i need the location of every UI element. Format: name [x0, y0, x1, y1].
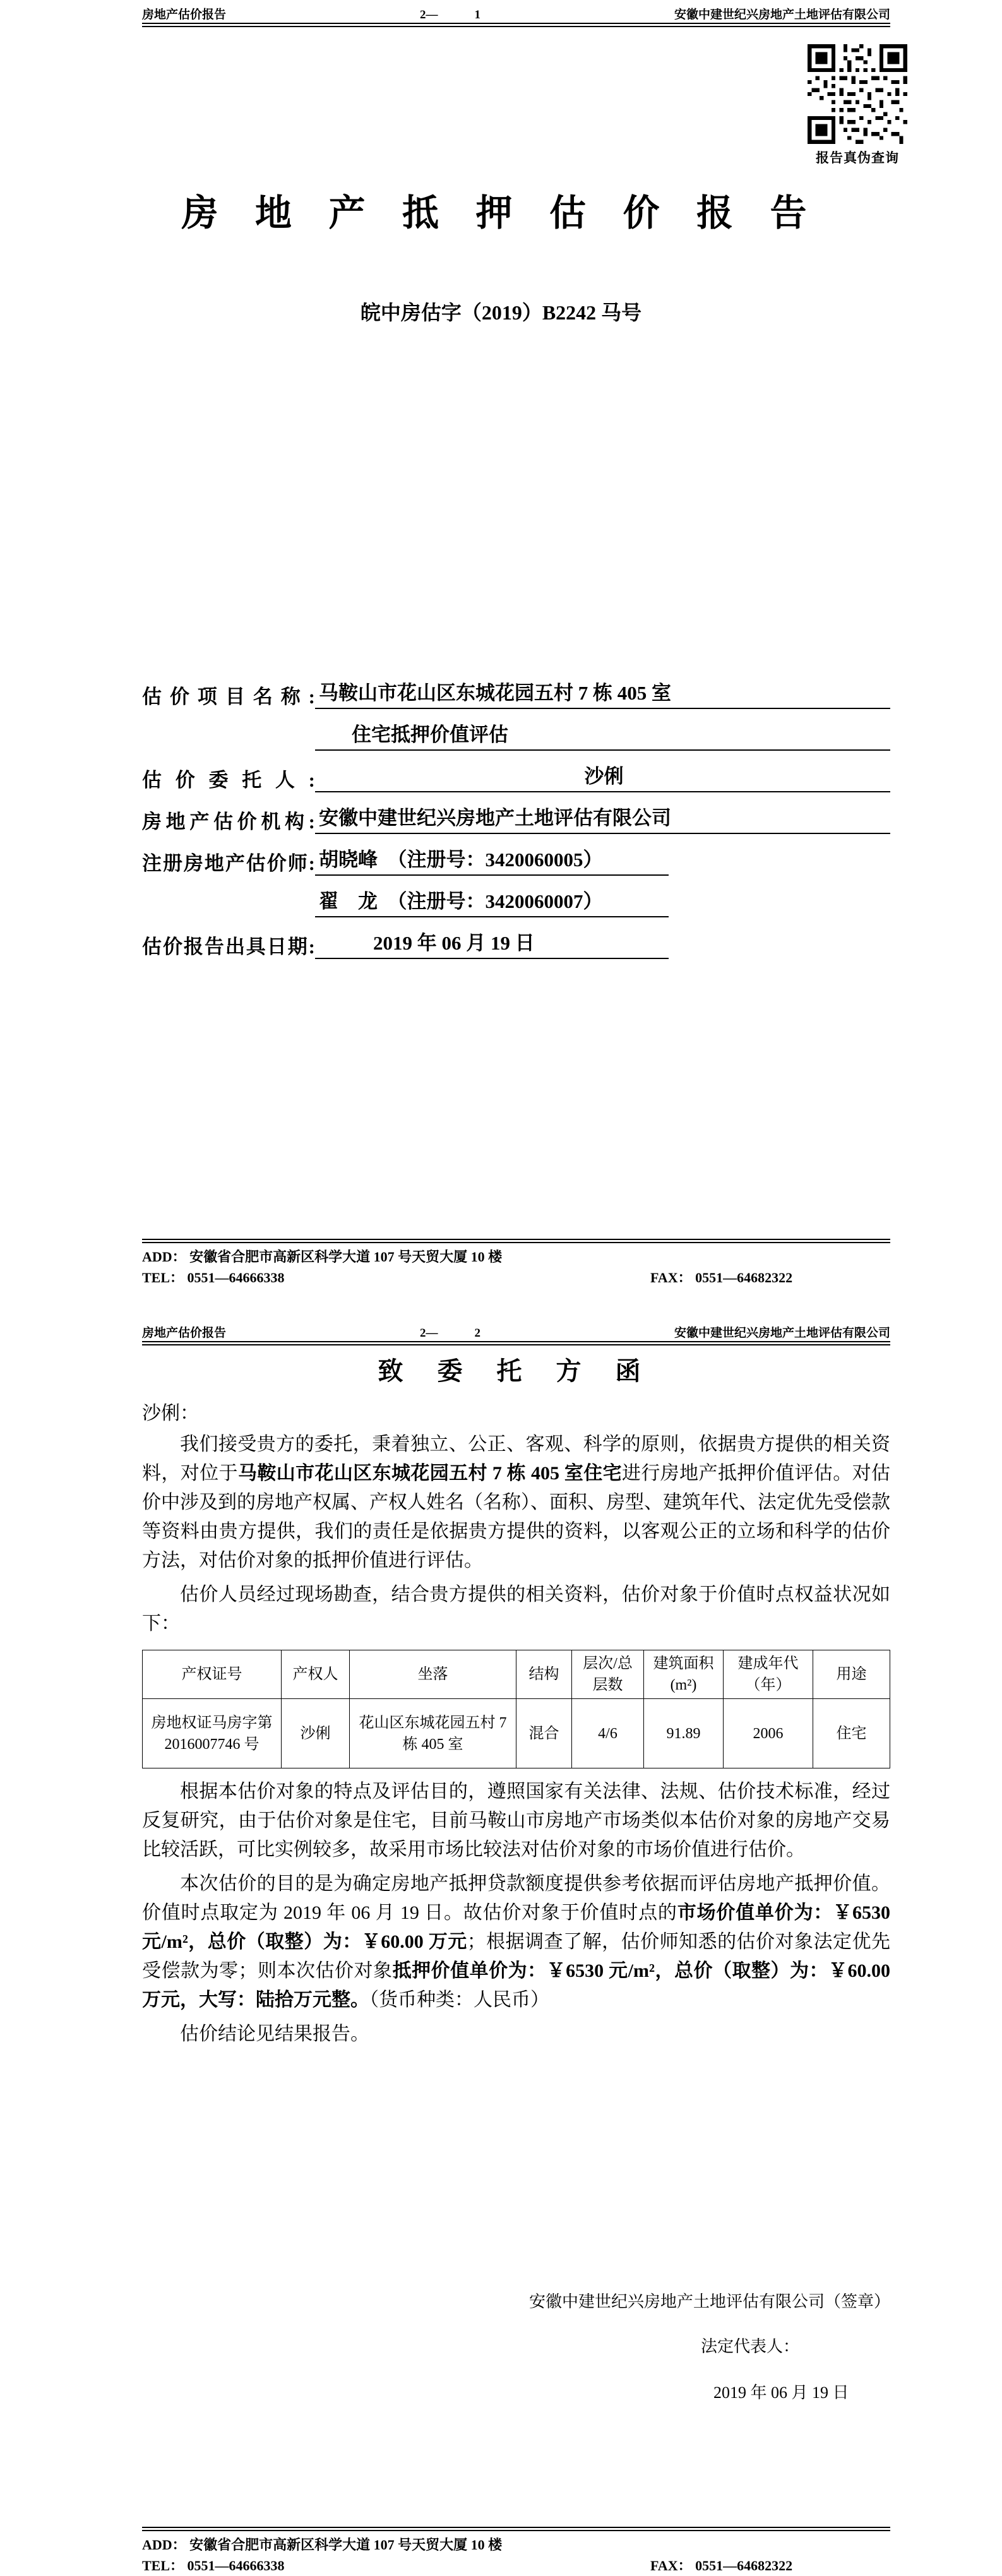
col-owner: 产权人 — [282, 1650, 350, 1699]
header-page-indicator — [420, 1327, 480, 1340]
col-cert-number: 产权证号 — [143, 1650, 282, 1699]
signature-legal-rep: 法定代表人： — [700, 2337, 799, 2356]
footer-address: ADD： 安徽省合肥市高新区科学大道 107 号天贸大厦 10 楼 — [142, 1249, 503, 1265]
signature-company: 安徽中建世纪兴房地产土地评估有限公司（签章） — [528, 2293, 890, 2311]
field-agency — [142, 802, 890, 834]
cell-owner: 沙俐 — [282, 1699, 350, 1768]
footer-fax: FAX： 0551—64682322 — [650, 1270, 793, 1285]
col-year-built: 建成年代（年） — [724, 1650, 813, 1699]
letter-paragraph-1 — [142, 1430, 890, 1575]
page-header — [142, 5, 890, 22]
field-label: 估价委托人: — [142, 769, 315, 791]
footer-contacts — [142, 2555, 890, 2575]
header-page-number: 1 — [474, 8, 480, 21]
field-issue-date — [142, 927, 890, 959]
cell-cert-number: 房地权证马房字第2016007746 号 — [143, 1699, 282, 1768]
field-appraiser-2 — [142, 885, 890, 917]
header-rule — [142, 1341, 890, 1345]
header-doc-type: 房地产估价报告 — [142, 1327, 227, 1340]
field-project-name — [142, 677, 890, 709]
property-table — [142, 1650, 890, 1768]
footer-rule-top — [142, 2527, 890, 2531]
qr-caption: 报告真伪查询 — [816, 150, 899, 165]
letter-paragraph-5: 估价结论见结果报告。 — [180, 2024, 369, 2044]
mortgage-value-bold: 抵押价值单价为：￥6530 元/m²，总价（取整）为：￥60.00 万元，大写：陆拾万元整。 — [142, 1960, 891, 2010]
page-footer — [142, 2527, 890, 2576]
col-location: 坐落 — [350, 1650, 516, 1699]
field-value: 马鞍山市花山区东城花园五村 7 栋 405 室 — [315, 677, 890, 709]
col-structure: 结构 — [516, 1650, 572, 1699]
footer-rule-top — [142, 1239, 890, 1243]
header-company: 安徽中建世纪兴房地产土地评估有限公司 — [674, 8, 890, 21]
field-value: 沙俐 — [315, 760, 890, 792]
page-header — [142, 1323, 890, 1340]
letter-paragraph-2: 估价人员经过现场勘查，结合贵方提供的相关资料，估价对象于价值时点权益状况如下： — [142, 1584, 890, 1634]
field-project-name-line2 — [142, 719, 890, 751]
paragraph-text: 进行房地产抵押价值评估。对估价中涉及到的房地产权属、产权人姓名（名称）、面积、房型、建筑年代、法定优先受偿款等资料由贵方提供，我们的责任是依据贵方提供的资料，以客观公正的立场和科学的估价方法，对估价对象的抵押价值进行评估。 — [142, 1463, 891, 1571]
letter-body — [142, 1351, 890, 2403]
cell-use: 住宅 — [813, 1699, 890, 1768]
header-page-number: 2 — [474, 1327, 480, 1340]
paragraph-text: 我们接受贵方的委托，秉着独立、公正、客观、科学的原则，依据贵方提供的相关资料，对位于 — [142, 1434, 890, 1484]
col-use: 用途 — [813, 1650, 890, 1699]
page-footer — [142, 1239, 890, 1288]
field-label: 注册房地产估价师: — [142, 852, 315, 874]
field-value: 2019 年 06 月 19 日 — [315, 927, 669, 959]
field-label: 估价项目名称: — [142, 686, 315, 708]
table-row — [143, 1699, 890, 1768]
footer-tel: TEL： 0551—64666338 — [142, 2558, 285, 2573]
cell-floor: 4/6 — [572, 1699, 644, 1768]
qr-code — [808, 44, 907, 144]
cell-location: 花山区东城花园五村 7 栋 405 室 — [350, 1699, 516, 1768]
cell-area: 91.89 — [644, 1699, 724, 1768]
subject-property-bold: 马鞍山市花山区东城花园五村 7 栋 405 室住宅 — [237, 1463, 623, 1484]
cover-form — [142, 677, 890, 969]
paragraph-text: 本次估价的目的是为确定房地产抵押贷款额度提供参考依据而评估房地产抵押价值。价值时点取定为 2019 年 06 月 19 日。故估价对象于价值时点的 — [142, 1873, 890, 1923]
report-title: 房 地 产 抵 押 估 价 报 告 — [181, 193, 821, 234]
letter-paragraph-4 — [142, 1869, 890, 2015]
field-value: 住宅抵押价值评估 — [315, 719, 890, 751]
footer-contacts — [142, 1267, 890, 1287]
page-2 — [0, 1288, 1002, 2576]
salutation: 沙俐： — [142, 1403, 199, 1424]
footer-tel: TEL： 0551—64666338 — [142, 1270, 285, 1285]
paragraph-text: ；根据调查了解，估价师知悉的估价对象法定优先受偿款为零；则本次估价对象 — [142, 1931, 890, 1981]
letter-title: 致 委 托 方 函 — [378, 1357, 655, 1385]
field-value: 安徽中建世纪兴房地产土地评估有限公司 — [315, 802, 890, 834]
field-appraiser-1 — [142, 844, 890, 876]
qr-block — [808, 44, 907, 167]
report-doc-number: 皖中房估字（2019）B2242 马号 — [360, 301, 642, 324]
header-doc-type: 房地产估价报告 — [142, 8, 227, 21]
field-label: 房地产估价机构: — [142, 811, 315, 833]
header-page-indicator — [420, 8, 480, 22]
paragraph-text: （货币种类：人民币） — [369, 1989, 549, 2010]
field-value: 胡晓峰 （注册号：3420060005） — [315, 844, 669, 876]
header-rule — [142, 23, 890, 27]
field-label: 估价报告出具日期: — [142, 936, 315, 958]
field-value: 翟 龙 （注册号：3420060007） — [315, 885, 669, 917]
field-client — [142, 760, 890, 792]
cell-structure: 混合 — [516, 1699, 572, 1768]
table-header-row — [143, 1650, 890, 1699]
header-page-total: 2— — [420, 1327, 438, 1340]
footer-fax: FAX： 0551—64682322 — [650, 2558, 793, 2573]
header-page-total: 2— — [420, 8, 438, 21]
col-area: 建筑面积(m²) — [644, 1650, 724, 1699]
cell-year-built: 2006 — [724, 1699, 813, 1768]
col-floor: 层次/总层数 — [572, 1650, 644, 1699]
header-company: 安徽中建世纪兴房地产土地评估有限公司 — [674, 1327, 890, 1340]
footer-address: ADD： 安徽省合肥市高新区科学大道 107 号天贸大厦 10 楼 — [142, 2537, 503, 2553]
signature-block — [529, 2289, 890, 2403]
market-value-bold: 市场价值单价为：￥6530 元/m²，总价（取整）为：￥60.00 万元 — [142, 1902, 891, 1952]
letter-paragraph-3: 根据本估价对象的特点及评估目的，遵照国家有关法律、法规、估价技术标准，经过反复研究，由于估价对象是住宅，目前马鞍山市房地产市场类似本估价对象的房地产交易比较活跃，可比实例较多，故采用市场比较法对估价对象的市场价值进行估价。 — [142, 1781, 890, 1860]
signature-date: 2019 年 06 月 19 日 — [713, 2383, 849, 2402]
